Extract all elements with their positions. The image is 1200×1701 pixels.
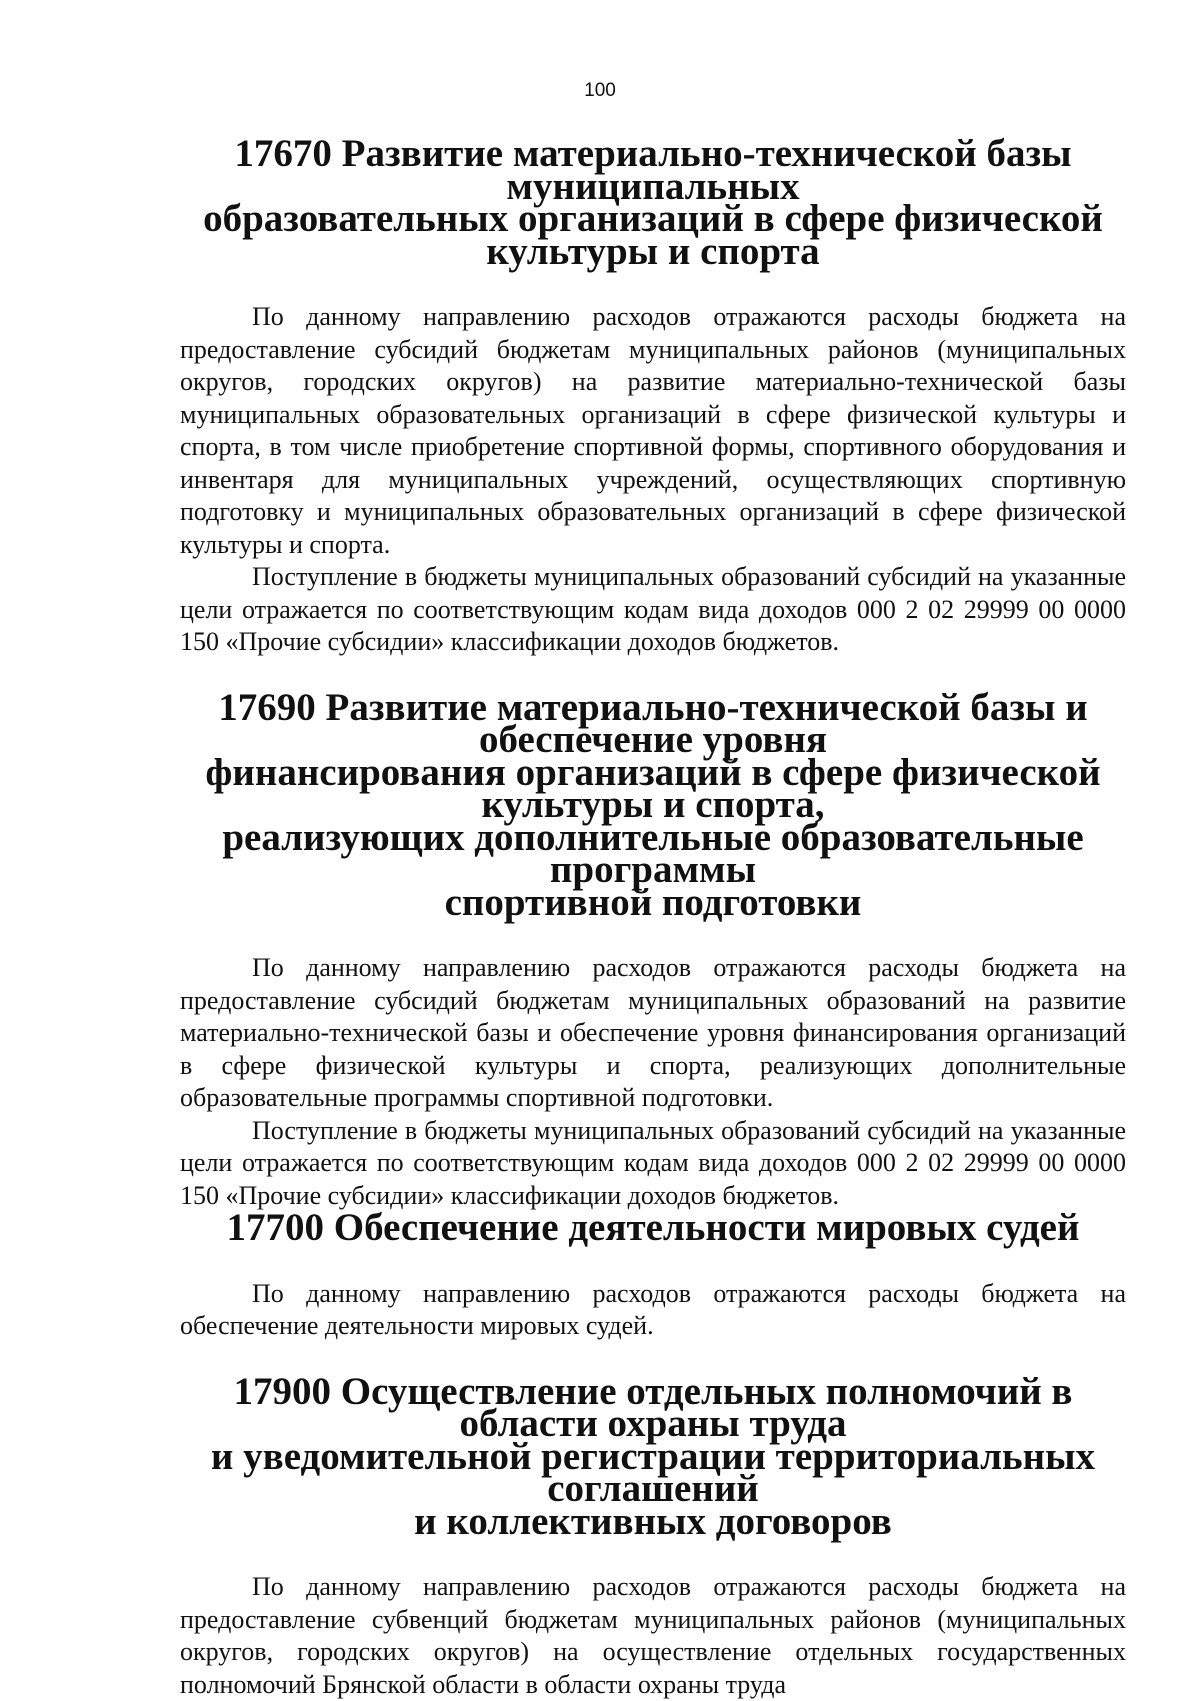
paragraph: Поступление в бюджеты муниципальных образований субсидий на указанные цели отражается по соответствующим кодам вида доходов 000 2 02 29999 00 0000 150 «Прочие субсидии» классификации доходов бюджетов.	[180, 562, 1126, 656]
paragraph: По данному направлению расходов отражаются расходы бюджета на предоставление субсидий бюджетам муниципальных образований на развитие материально-технической базы и обеспечение уровня финансирования организаций в сфере физической культуры и спорта, реализующих дополнительные образовательные программы спортивной подготовки.	[180, 953, 1126, 1112]
heading-line: и коллективных договоров	[414, 1499, 892, 1543]
heading-line: спортивной подготовки	[444, 880, 862, 924]
heading-line: финансирования организаций в сфере физической культуры и спорта,	[205, 750, 1101, 826]
heading-line: реализующих дополнительные образовательные программы	[222, 815, 1084, 891]
paragraph: По данному направлению расходов отражаются расходы бюджета на предоставление субсидий бюджетам муниципальных районов (муниципальных округов, городских округов) на развитие материально-технической базы муниципальных образовательных организаций в сфере физической культуры и спорта, в том числе приобретение спортивной формы, спортивного оборудования и инвентаря для муниципальных учреждений, осуществляющих спортивную подготовку и муниципальных образовательных организаций в сфере физической культуры и спорта.	[180, 302, 1126, 559]
page-number: 100	[584, 80, 616, 101]
document-body	[180, 132, 1126, 1701]
section-heading-17690	[180, 685, 1126, 924]
paragraph: По данному направлению расходов отражаются расходы бюджета на обеспечение деятельности мировых судей.	[180, 1278, 1126, 1340]
paragraph: Поступление в бюджеты муниципальных образований субсидий на указанные цели отражается по соответствующим кодам вида доходов 000 2 02 29999 00 0000 150 «Прочие субсидии» классификации доходов бюджетов.	[180, 1115, 1126, 1210]
section-heading-17670	[180, 132, 1126, 273]
heading-line: 17690 Развитие материально-технической базы и обеспечение уровня	[218, 685, 1088, 761]
heading-line: 17670 Развитие материально-технической базы муниципальных	[234, 132, 1072, 208]
section-heading-17900	[180, 1369, 1126, 1543]
paragraph: По данному направлению расходов отражаются расходы бюджета на предоставление субвенций бюджетам муниципальных районов (муниципальных округов, городских округов) на осуществление отдельных государственных полномочий Брянской области в области охраны труда	[180, 1572, 1126, 1699]
heading-line: 17900 Осуществление отдельных полномочий в области охраны труда	[233, 1369, 1073, 1445]
heading-line: 17700 Обеспечение деятельности мировых судей	[226, 1206, 1080, 1249]
heading-line: образовательных организаций в сфере физической культуры и спорта	[203, 197, 1103, 273]
heading-line: и уведомительной регистрации территориальных соглашений	[210, 1434, 1096, 1510]
section-heading-17700	[180, 1206, 1126, 1249]
